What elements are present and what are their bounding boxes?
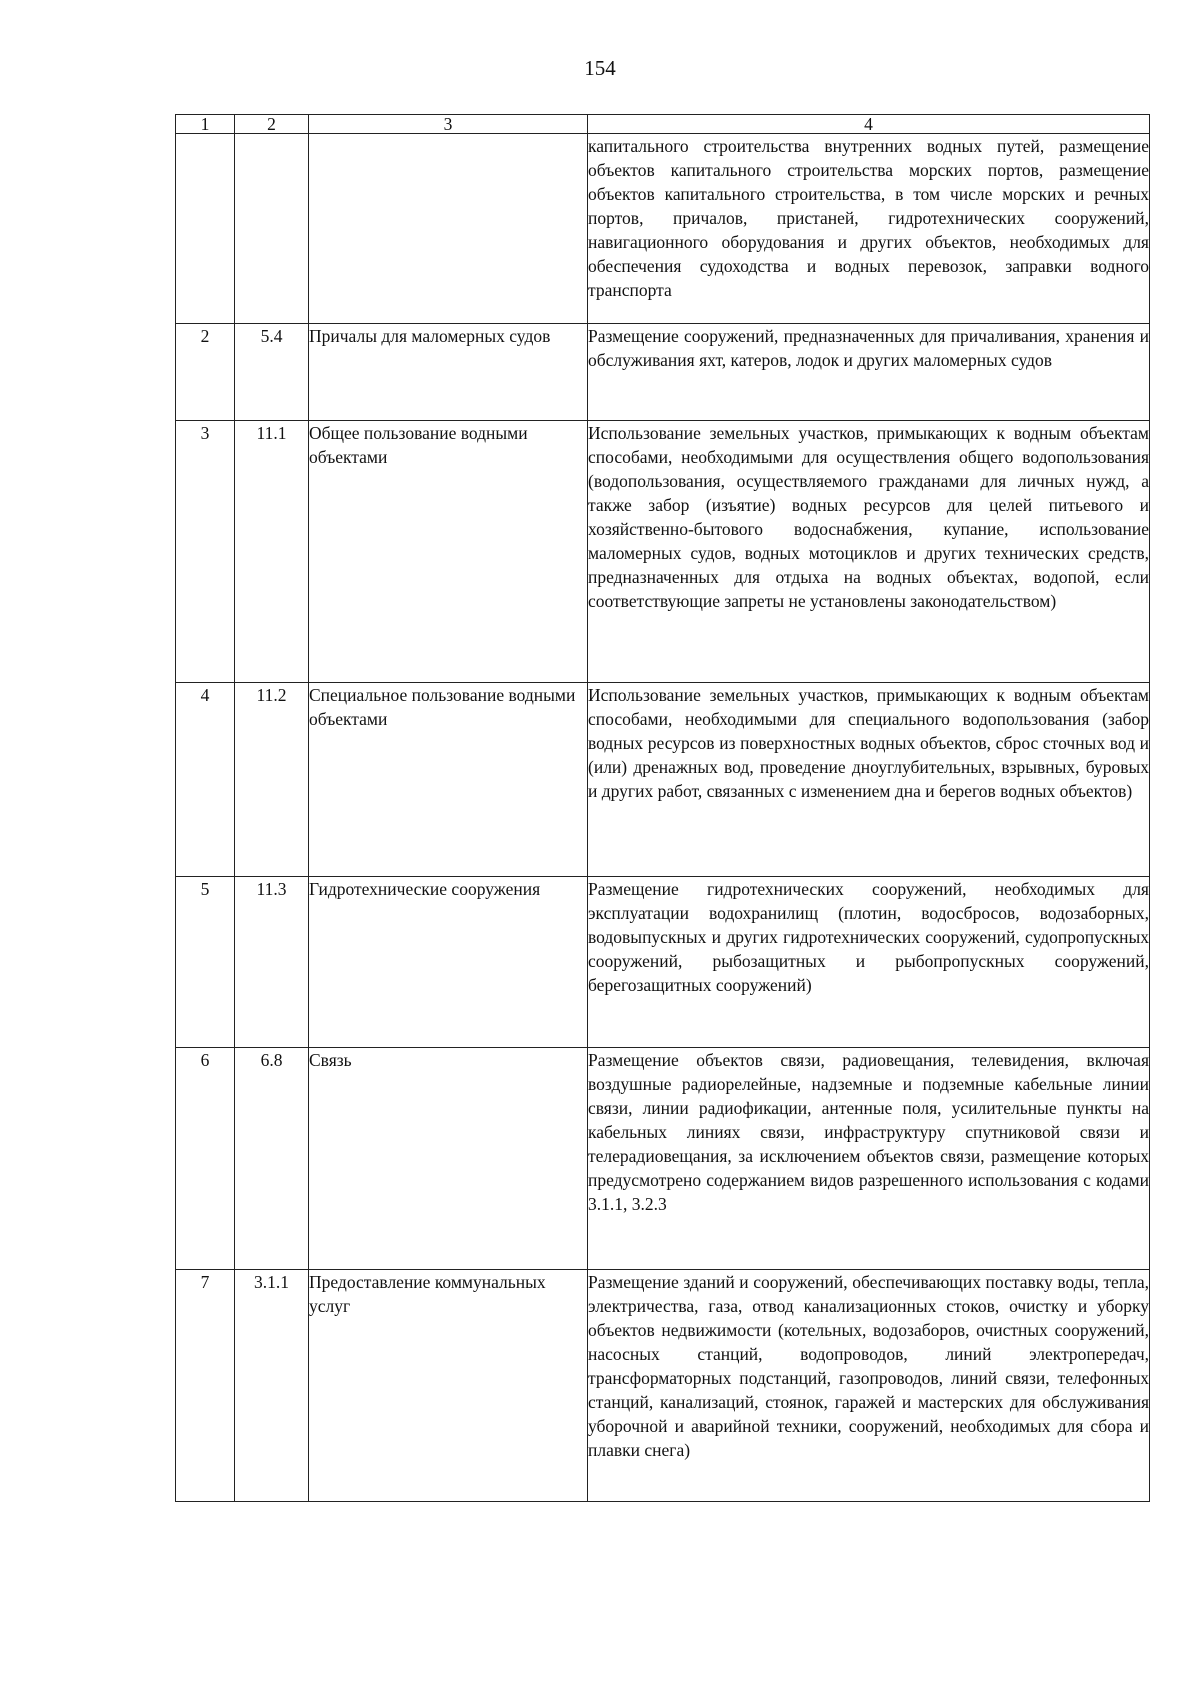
land-use-table xyxy=(175,114,1150,1502)
table-row-continuation xyxy=(176,134,1150,324)
code-cell xyxy=(235,134,309,324)
code-cell: 3.1.1 xyxy=(235,1270,309,1502)
column-header-1: 1 xyxy=(176,115,235,134)
description-cell xyxy=(588,1270,1150,1502)
row-number-cell: 6 xyxy=(176,1048,235,1270)
code-cell: 11.3 xyxy=(235,877,309,1048)
column-number-header-row xyxy=(176,115,1150,134)
code-cell: 6.8 xyxy=(235,1048,309,1270)
description-text: капитального строительства внутренних водных путей, размещение объектов капитального строительства морских портов, размещение объектов капитального строительства, в том числе морских и речных портов, причалов, пристаней, гидротехнических сооружений, навигационного оборудования и других объектов, необходимых для обеспечения судоходства и водных перевозок, заправки водного транспорта xyxy=(588,136,1149,300)
row-number-cell: 2 xyxy=(176,324,235,421)
table-row xyxy=(176,877,1150,1048)
code-cell: 11.2 xyxy=(235,683,309,877)
table-row xyxy=(176,683,1150,877)
description-cell xyxy=(588,683,1150,877)
row-number-cell xyxy=(176,134,235,324)
column-header-2: 2 xyxy=(235,115,309,134)
column-header-3: 3 xyxy=(309,115,588,134)
description-text: Использование земельных участков, примыкающих к водным объектам способами, необходимыми для осуществления общего водопользования (водопользования, осуществляемого гражданами для личных нужд, а также забор (изъятие) водных ресурсов для целей питьевого и хозяйственно-бытового водоснабжения, купание, использование маломерных судов, водных мотоциклов и других технических средств, предназначенных для отдыха на водных объектах, водопой, если соответствующие запреты не установлены законодательством) xyxy=(588,423,1149,611)
description-cell xyxy=(588,421,1150,683)
row-number-cell: 3 xyxy=(176,421,235,683)
name-cell: Гидротехнические сооружения xyxy=(309,877,588,1048)
table-row xyxy=(176,421,1150,683)
description-text: Использование земельных участков, примыкающих к водным объектам способами, необходимыми для специального водопользования (забор водных ресурсов из поверхностных водных объектов, сброс сточных вод и (или) дренажных вод, проведение дноуглубительных, взрывных, буровых и других работ, связанных с изменением дна и берегов водных объектов) xyxy=(588,685,1149,801)
description-cell xyxy=(588,877,1150,1048)
name-cell: Причалы для маломерных судов xyxy=(309,324,588,421)
name-cell: Специальное пользование водными объектами xyxy=(309,683,588,877)
row-number-cell: 5 xyxy=(176,877,235,1048)
code-cell: 11.1 xyxy=(235,421,309,683)
description-text: Размещение зданий и сооружений, обеспечивающих поставку воды, тепла, электричества, газа, отвод канализационных стоков, очистку и уборку объектов недвижимости (котельных, водозаборов, очистных сооружений, насосных станций, водопроводов, линий электропередач, трансформаторных подстанций, газопроводов, линий связи, телефонных станций, канализаций, стоянок, гаражей и мастерских для обслуживания уборочной и аварийной техники, сооружений, необходимых для сбора и плавки снега) xyxy=(588,1272,1149,1460)
name-cell: Связь xyxy=(309,1048,588,1270)
row-number-cell: 4 xyxy=(176,683,235,877)
description-text: Размещение объектов связи, радиовещания, телевидения, включая воздушные радиорелейные, надземные и подземные кабельные линии связи, линии радиофикации, антенные поля, усилительные пункты на кабельных линиях связи, инфраструктуру спутниковой связи и телерадиовещания, за исключением объектов связи, размещение которых предусмотрено содержанием видов разрешенного использования с кодами 3.1.1, 3.2.3 xyxy=(588,1050,1149,1214)
table-row xyxy=(176,1048,1150,1270)
name-cell: Общее пользование водными объектами xyxy=(309,421,588,683)
table-row xyxy=(176,1270,1150,1502)
description-text: Размещение сооружений, предназначенных для причаливания, хранения и обслуживания яхт, катеров, лодок и других маломерных судов xyxy=(588,326,1149,370)
description-cell xyxy=(588,324,1150,421)
row-number-cell: 7 xyxy=(176,1270,235,1502)
code-cell: 5.4 xyxy=(235,324,309,421)
table-row xyxy=(176,324,1150,421)
description-cell xyxy=(588,1048,1150,1270)
column-header-4: 4 xyxy=(588,115,1150,134)
description-text: Размещение гидротехнических сооружений, необходимых для эксплуатации водохранилищ (плотин, водосбросов, водозаборных, водовыпускных и других гидротехнических сооружений, судопропускных сооружений, рыбозащитных и рыбопропускных сооружений, берегозащитных сооружений) xyxy=(588,879,1149,995)
page-number: 154 xyxy=(584,56,616,80)
name-cell xyxy=(309,134,588,324)
description-cell xyxy=(588,134,1150,324)
name-cell: Предоставление коммунальных услуг xyxy=(309,1270,588,1502)
